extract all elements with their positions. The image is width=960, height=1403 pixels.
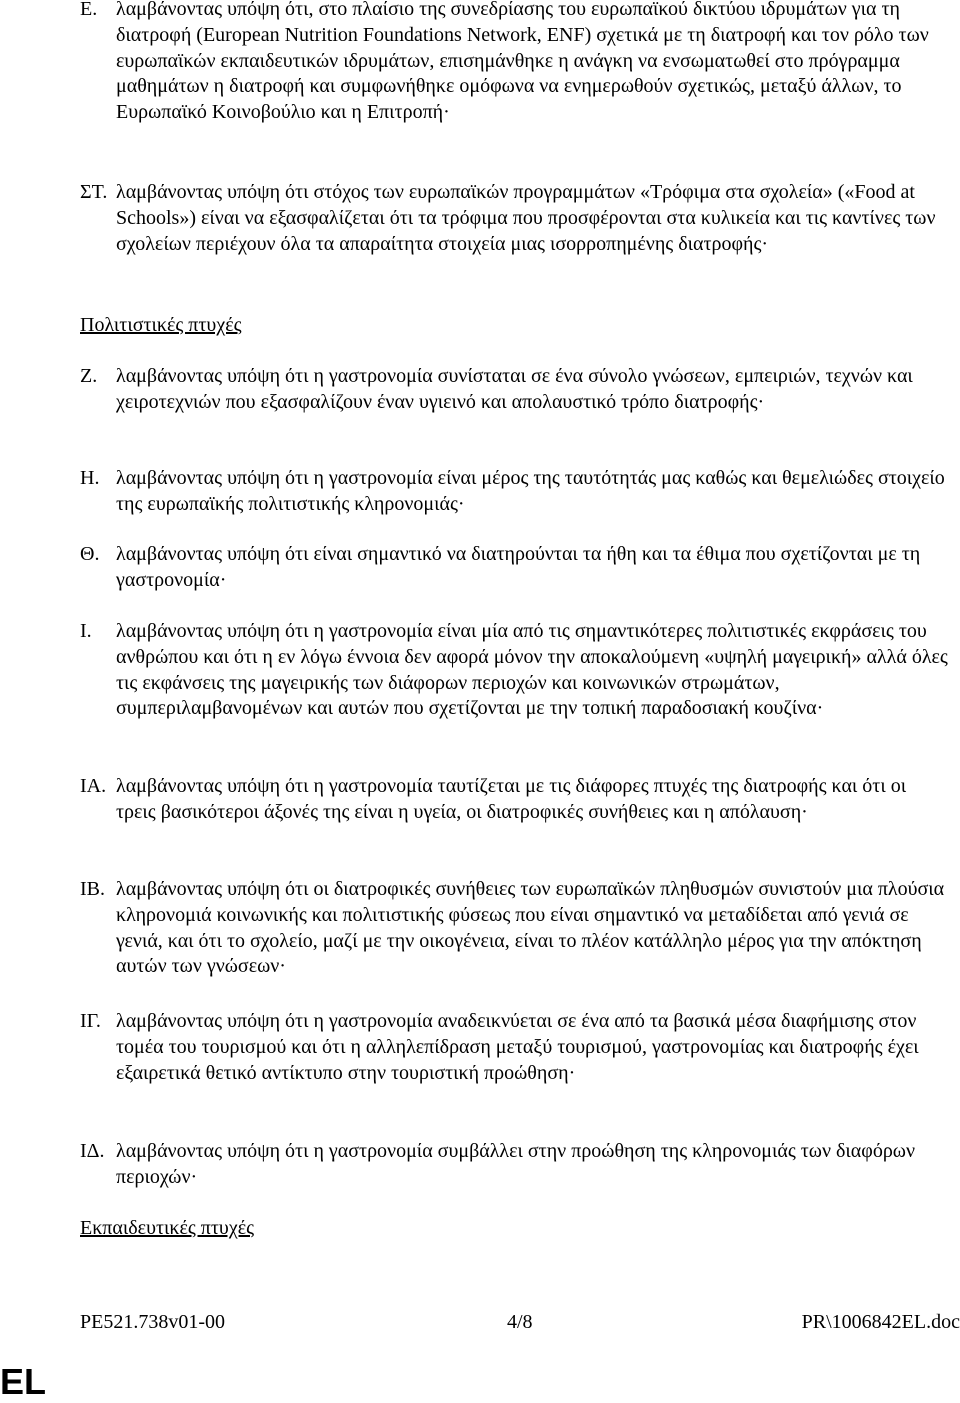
recital-ib: [80, 877, 950, 980]
recital-text: λαμβάνοντας υπόψη ότι στόχος των ευρωπαϊκών προγραμμάτων «Τρόφιμα στα σχολεία» («Food at Schools») είναι να εξασφαλίζεται ότι τα τρόφιμα που προσφέρονται στα κυλικεία και τις καντίνες των σχολείων περιέχουν όλα τα απαραίτητα στοιχεία μιας ισορροπημένης διατροφής·: [116, 181, 936, 255]
document-reference: PE521.738v01-00: [80, 1311, 225, 1333]
recital-th: [80, 542, 950, 594]
recital-text: λαμβάνοντας υπόψη ότι, στο πλαίσιο της συνεδρίασης του ευρωπαϊκού δικτύου ιδρυμάτων για τη διατροφή (European Nutrition Foundations Network, ENF) σχετικά με τη διατροφή και τον ρόλο των ευρωπαϊκών εκπαιδευτικών ιδρυμάτων, επισημάνθηκε η ανάγκη να ενσωματωθεί στο πρόγραμμα μαθημάτων η διατροφή και συμφωνήθηκε ομόφωνα να ενημερωθούν σχετικώς, μεταξύ άλλων, το Ευρωπαϊκό Κοινοβούλιο και η Επιτροπή·: [116, 0, 929, 124]
recital-e: [80, 0, 950, 126]
recital-text: λαμβάνοντας υπόψη ότι είναι σημαντικό να διατηρούνται τα ήθη και τα έθιμα που σχετίζονται με τη γαστρονομία·: [116, 543, 921, 591]
recital-ig: [80, 1009, 950, 1086]
recital-letter: ΙΓ.: [80, 1010, 101, 1032]
section-heading-educational: Εκπαιδευτικές πτυχές: [80, 1217, 255, 1239]
recital-letter: Η.: [80, 467, 100, 489]
recital-letter: ΙΒ.: [80, 878, 105, 900]
file-reference: PR\1006842EL.doc: [801, 1311, 960, 1333]
recital-text: λαμβάνοντας υπόψη ότι η γαστρονομία είναι μία από τις σημαντικότερες πολιτιστικές εκφράσεις του ανθρώπου και ότι η εν λόγω έννοια δεν αφορά μόνον την αποκαλούμενη «υψηλή μαγειρική» αλλά όλες τις εκφάνσεις της μαγειρικής των διάφορων περιοχών και κοινωνικών στρωμάτων, συμπεριλαμβανομένων και αυτών που σχετίζονται με την τοπική παραδοσιακή κουζίνα·: [116, 620, 948, 720]
section-heading-cultural: Πολιτιστικές πτυχές: [80, 314, 242, 336]
recital-text: λαμβάνοντας υπόψη ότι η γαστρονομία αναδεικνύεται σε ένα από τα βασικά μέσα διαφήμισης στον τομέα του τουρισμού και ότι η αλληλεπίδραση μεταξύ τουρισμού, γαστρονομίας και διατροφής έχει εξαιρετικά θετικό αντίκτυπο στην τουριστική προώθηση·: [116, 1010, 919, 1084]
recital-st: [80, 180, 950, 257]
recital-letter: Ι.: [80, 620, 92, 642]
recital-id: [80, 1139, 950, 1191]
recital-letter: ΙΔ.: [80, 1140, 105, 1162]
recital-text: λαμβάνοντας υπόψη ότι οι διατροφικές συνήθειες των ευρωπαϊκών πληθυσμών συνιστούν μια πλούσια κληρονομιά κοινωνικής και πολιτιστικής φύσεως που είναι σημαντικό να μεταδίδεται από γενιά σε γενιά, και ότι το σχολείο, μαζί με την οικογένεια, είναι το πλέον κατάλληλο μέρος για την απόκτηση αυτών των γνώσεων·: [116, 878, 945, 978]
recital-letter: ΙΑ.: [80, 775, 107, 797]
language-code: EL: [0, 1361, 47, 1402]
recital-i: [80, 619, 950, 722]
recital-text: λαμβάνοντας υπόψη ότι η γαστρονομία συνίσταται σε ένα σύνολο γνώσεων, εμπειριών, τεχνών και χειροτεχνιών που εξασφαλίζουν έναν υγιεινό και απολαυστικό τρόπο διατροφής·: [116, 365, 913, 413]
recital-text: λαμβάνοντας υπόψη ότι η γαστρονομία ταυτίζεται με τις διάφορες πτυχές της διατροφής και ότι οι τρεις βασικότεροι άξονές της είναι η υγεία, οι διατροφικές συνήθειες και η απόλαυση·: [116, 775, 907, 823]
recital-h: [80, 466, 950, 518]
page-number: 4/8: [507, 1311, 533, 1333]
recital-letter: E.: [80, 0, 98, 20]
recital-ia: [80, 774, 950, 826]
recital-text: λαμβάνοντας υπόψη ότι η γαστρονομία συμβάλλει στην προώθηση της κληρονομιάς των διαφόρων περιοχών·: [116, 1140, 916, 1188]
recital-letter: Ζ.: [80, 365, 98, 387]
recital-letter: ΣΤ.: [80, 181, 108, 203]
recital-letter: Θ.: [80, 543, 100, 565]
recital-text: λαμβάνοντας υπόψη ότι η γαστρονομία είναι μέρος της ταυτότητάς μας καθώς και θεμελιώδες στοιχείο της ευρωπαϊκής πολιτιστικής κληρονομιάς·: [116, 467, 945, 515]
recital-z: [80, 364, 950, 416]
